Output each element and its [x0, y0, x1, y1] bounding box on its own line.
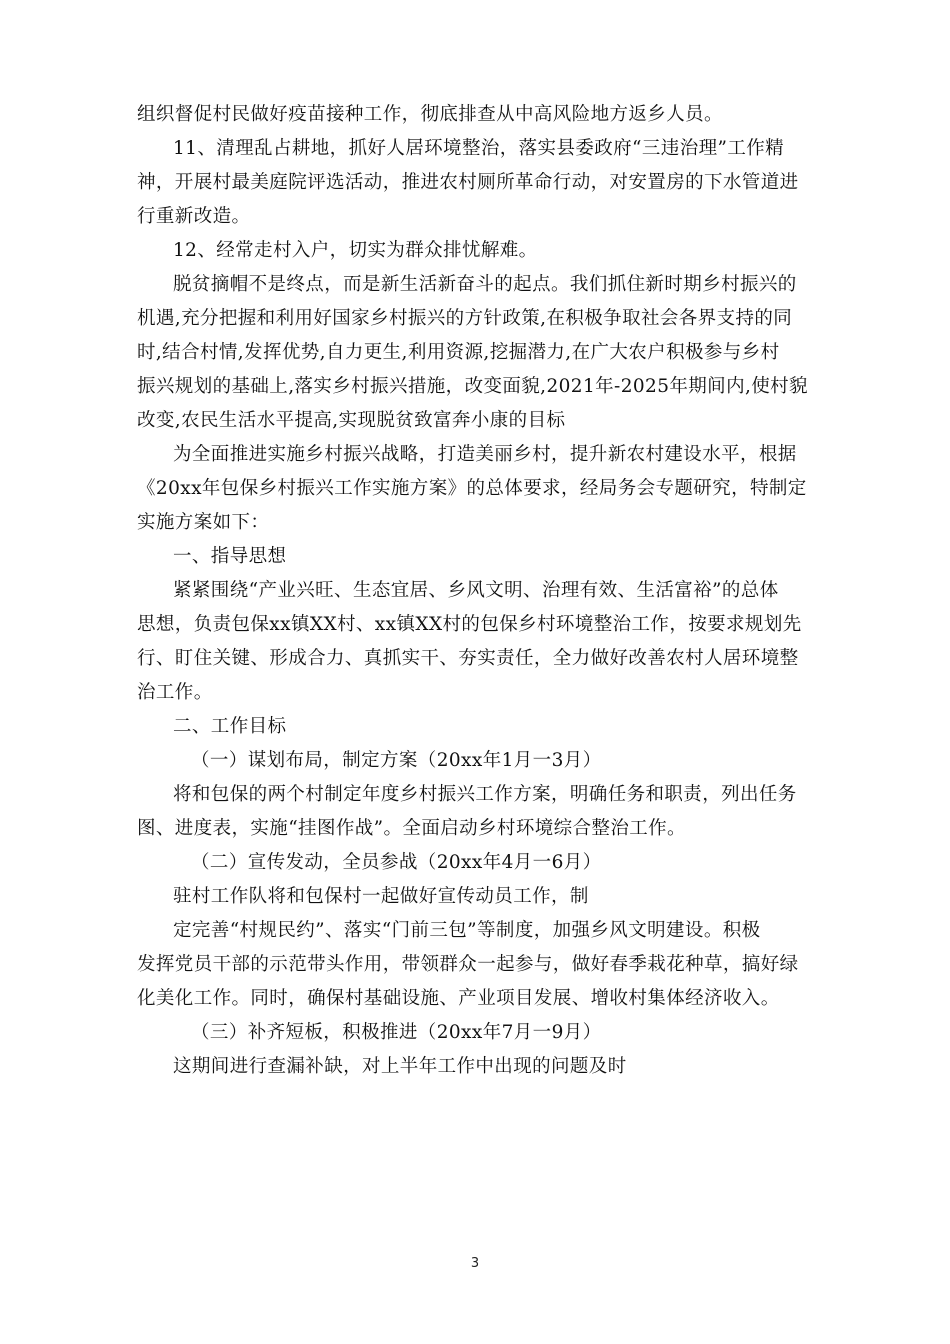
text-line: 化美化工作。同时，确保村基础设施、产业项目发展、增收村集体经济收入。: [137, 988, 780, 1009]
text-line: （三）补齐短板，积极推进（20xx年7月一9月）: [191, 1022, 602, 1043]
text-line: 行重新改造。: [137, 206, 251, 227]
page-number: 3: [470, 1256, 480, 1271]
text-line: 这期间进行查漏补缺，对上半年工作中出现的问题及时: [173, 1056, 627, 1077]
text-line: 定完善“村规民约”、落实“门前三包”等制度，加强乡风文明建设。积极: [173, 920, 761, 941]
text-line: 《20xx年包保乡村振兴工作实施方案》的总体要求，经局务会专题研究，特制定: [137, 478, 807, 499]
text-line: 时,结合村情,发挥优势,自力更生,利用资源,挖掘潜力,在广大农户积极参与乡村: [137, 342, 780, 363]
text-line: 思想，负责包保xx镇XX村、xx镇XX村的包保乡村环境整治工作，按要求规划先: [137, 614, 802, 635]
text-line: 神，开展村最美庭院评选活动，推进农村厕所革命行动，对安置房的下水管道进: [137, 172, 799, 193]
text-line: 脱贫摘帽不是终点，而是新生活新奋斗的起点。我们抓住新时期乡村振兴的: [173, 274, 797, 295]
document-body: [137, 98, 817, 1084]
text-line: 一、指导思想: [173, 546, 287, 567]
text-line: 驻村工作队将和包保村一起做好宣传动员工作，制: [173, 886, 589, 907]
text-line: 治工作。: [137, 682, 213, 703]
text-line: 机遇,充分把握和利用好国家乡村振兴的方针政策,在积极争取社会各界支持的同: [137, 308, 793, 329]
text-line: 11、清理乱占耕地，抓好人居环境整治，落实县委政府“三违治理”工作精: [173, 138, 785, 159]
text-line: 组织督促村民做好疫苗接种工作，彻底排查从中高风险地方返乡人员。: [137, 104, 723, 125]
text-line: 振兴规划的基础上,落实乡村振兴措施，改变面貌,2021年-2025年期间内,使村貌: [137, 376, 808, 397]
text-line: （二）宣传发动，全员参战（20xx年4月一6月）: [191, 852, 602, 873]
text-line: 12、经常走村入户，切实为群众排忧解难。: [173, 240, 538, 261]
text-line: 行、盯住关键、形成合力、真抓实干、夯实责任，全力做好改善农村人居环境整: [137, 648, 799, 669]
text-line: 将和包保的两个村制定年度乡村振兴工作方案，明确任务和职责，列出任务: [173, 784, 797, 805]
text-line: 改变,农民生活水平提高,实现脱贫致富奔小康的目标: [137, 410, 566, 431]
text-line: 为全面推进实施乡村振兴战略，打造美丽乡村，提升新农村建设水平，根据: [173, 444, 797, 465]
text-line: 紧紧围绕“产业兴旺、生态宜居、乡风文明、治理有效、生活富裕”的总体: [173, 580, 779, 601]
text-line: 实施方案如下：: [137, 512, 270, 533]
text-line: （一）谋划布局，制定方案（20xx年1月一3月）: [191, 750, 602, 771]
text-line: 图、进度表，实施“挂图作战”。全面启动乡村环境综合整治工作。: [137, 818, 686, 839]
text-line: 发挥党员干部的示范带头作用，带领群众一起参与，做好春季栽花种草，搞好绿: [137, 954, 799, 975]
text-line: 二、工作目标: [173, 716, 287, 737]
